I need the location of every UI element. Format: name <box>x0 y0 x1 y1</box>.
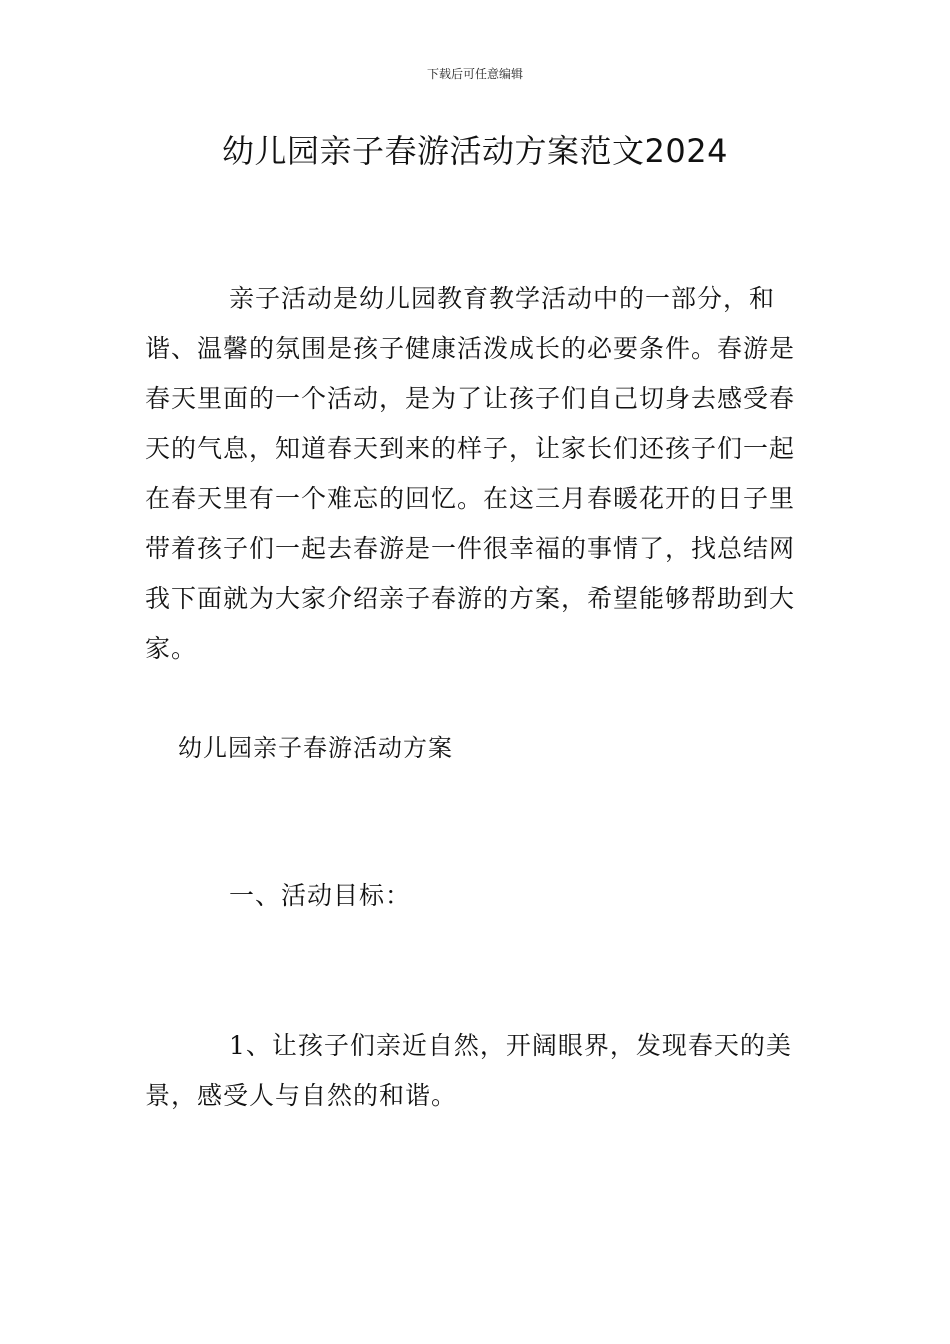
document-title: 幼儿园亲子春游活动方案范文2024 <box>222 132 728 170</box>
header-note: 下载后可任意编辑 <box>426 67 523 81</box>
plan-subheading: 幼儿园亲子春游活动方案 <box>178 734 453 762</box>
section-heading-goals: 一、活动目标： <box>229 881 412 910</box>
intro-paragraph: 亲子活动是幼儿园教育教学活动中的一部分，和谐、温馨的氛围是孩子健康活泼成长的必要条件。春游是春天里面的一个活动，是为了让孩子们自己切身去感受春天的气息，知道春天到来的样子，让家长们还孩子们一起在春天里有一个难忘的回忆。在这三月春暖花开的日子里带着孩子们一起去春游是一件很幸福的事情了，找总结网我下面就为大家介绍亲子春游的方案，希望能够帮助到大家。 <box>145 284 796 663</box>
goal-item-1: 1、让孩子们亲近自然，开阔眼界，发现春天的美景，感受人与自然的和谐。 <box>145 1031 792 1110</box>
